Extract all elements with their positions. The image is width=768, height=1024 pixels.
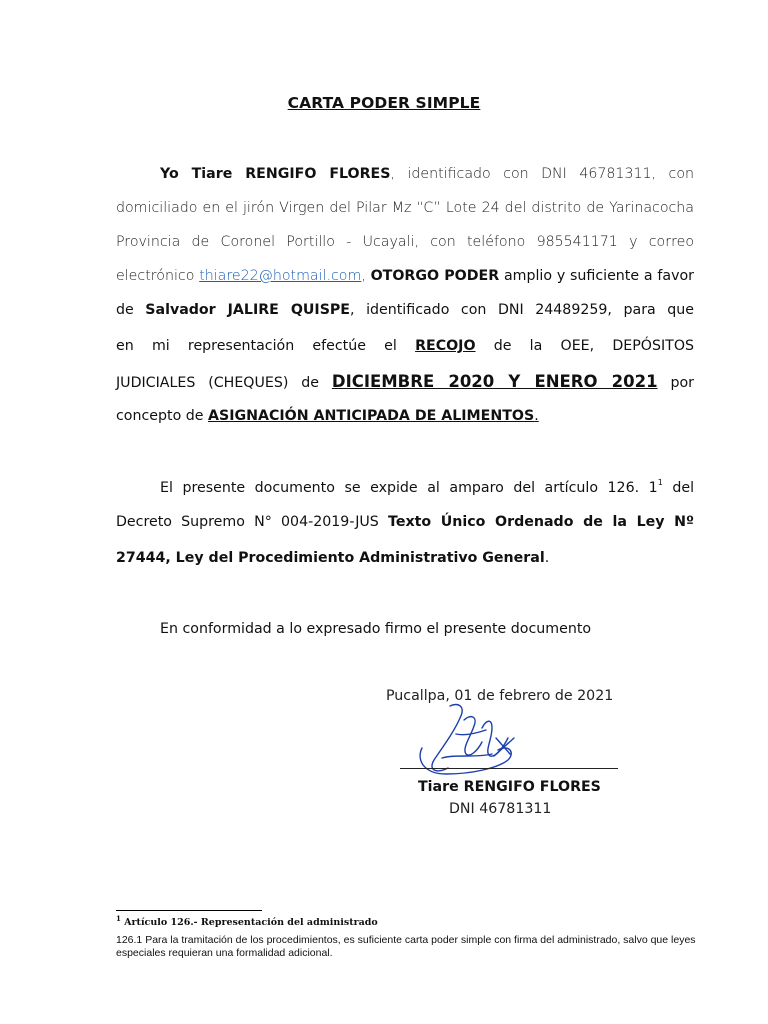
signer-dni: DNI 46781311 [449, 801, 552, 817]
p2-line-3: 27444, Ley del Procedimiento Administrativo General. [116, 550, 550, 566]
p2-line-1: El presente documento se expide al amparo del artículo 126. $1^1$ del [160, 478, 695, 496]
p1-line-3: Provincia de Coronel Portillo - Ucayali, con teléfono 985541171 y correo [116, 234, 694, 250]
p1-line-6: en mi representación efectúe el RECOJO de la OEE, DEPÓSITOS [116, 338, 695, 354]
email-link[interactable]: thiare22@hotmail.com [199, 268, 362, 284]
footnote-ref: 1 [657, 478, 663, 487]
p1-line-4: electrónico thiare22@hotmail.com, OTORGO PODER amplio y suficiente a favor [116, 268, 694, 284]
document-title: CARTA PODER SIMPLE [287, 94, 481, 112]
footnote-heading: $^1$ Artículo 126.- Representación del administrado [116, 914, 378, 928]
p1-line-2: domiciliado en el jirón Virgen del Pilar Mz “C” Lote 24 del distrito de Yarinacocha [116, 200, 694, 216]
footnote-rule [116, 910, 262, 911]
footnote-text: 126.1 Para la tramitación de los procedimientos, es suficiente carta poder simple con firma del administrado, salvo que leyes especiales requieran una formalidad adicional. [116, 934, 696, 959]
p1-line-7: JUDICIALES (CHEQUES) de DICIEMBRE 2020 Y ENERO 2021 por [116, 372, 695, 391]
signature-line [400, 768, 618, 769]
conformity-statement: En conformidad a lo expresado firmo el presente documento [160, 621, 592, 637]
p1-line-5: de Salvador JALIRE QUISPE, identificado con DNI 24489259, para que [116, 302, 695, 318]
signer-name: Tiare RENGIFO FLORES [418, 779, 601, 795]
p1-line-8: concepto de ASIGNACIÓN ANTICIPADA DE ALIMENTOS. [116, 408, 539, 424]
date-place: Pucallpa, 01 de febrero de 2021 [386, 688, 614, 704]
p2-line-2: Decreto Supremo N° 004-2019-JUS Texto Único Ordenado de la Ley Nº [116, 514, 694, 530]
p1-line-1: Yo Tiare RENGIFO FLORES, identificado con DNI 46781311, con [160, 166, 694, 182]
